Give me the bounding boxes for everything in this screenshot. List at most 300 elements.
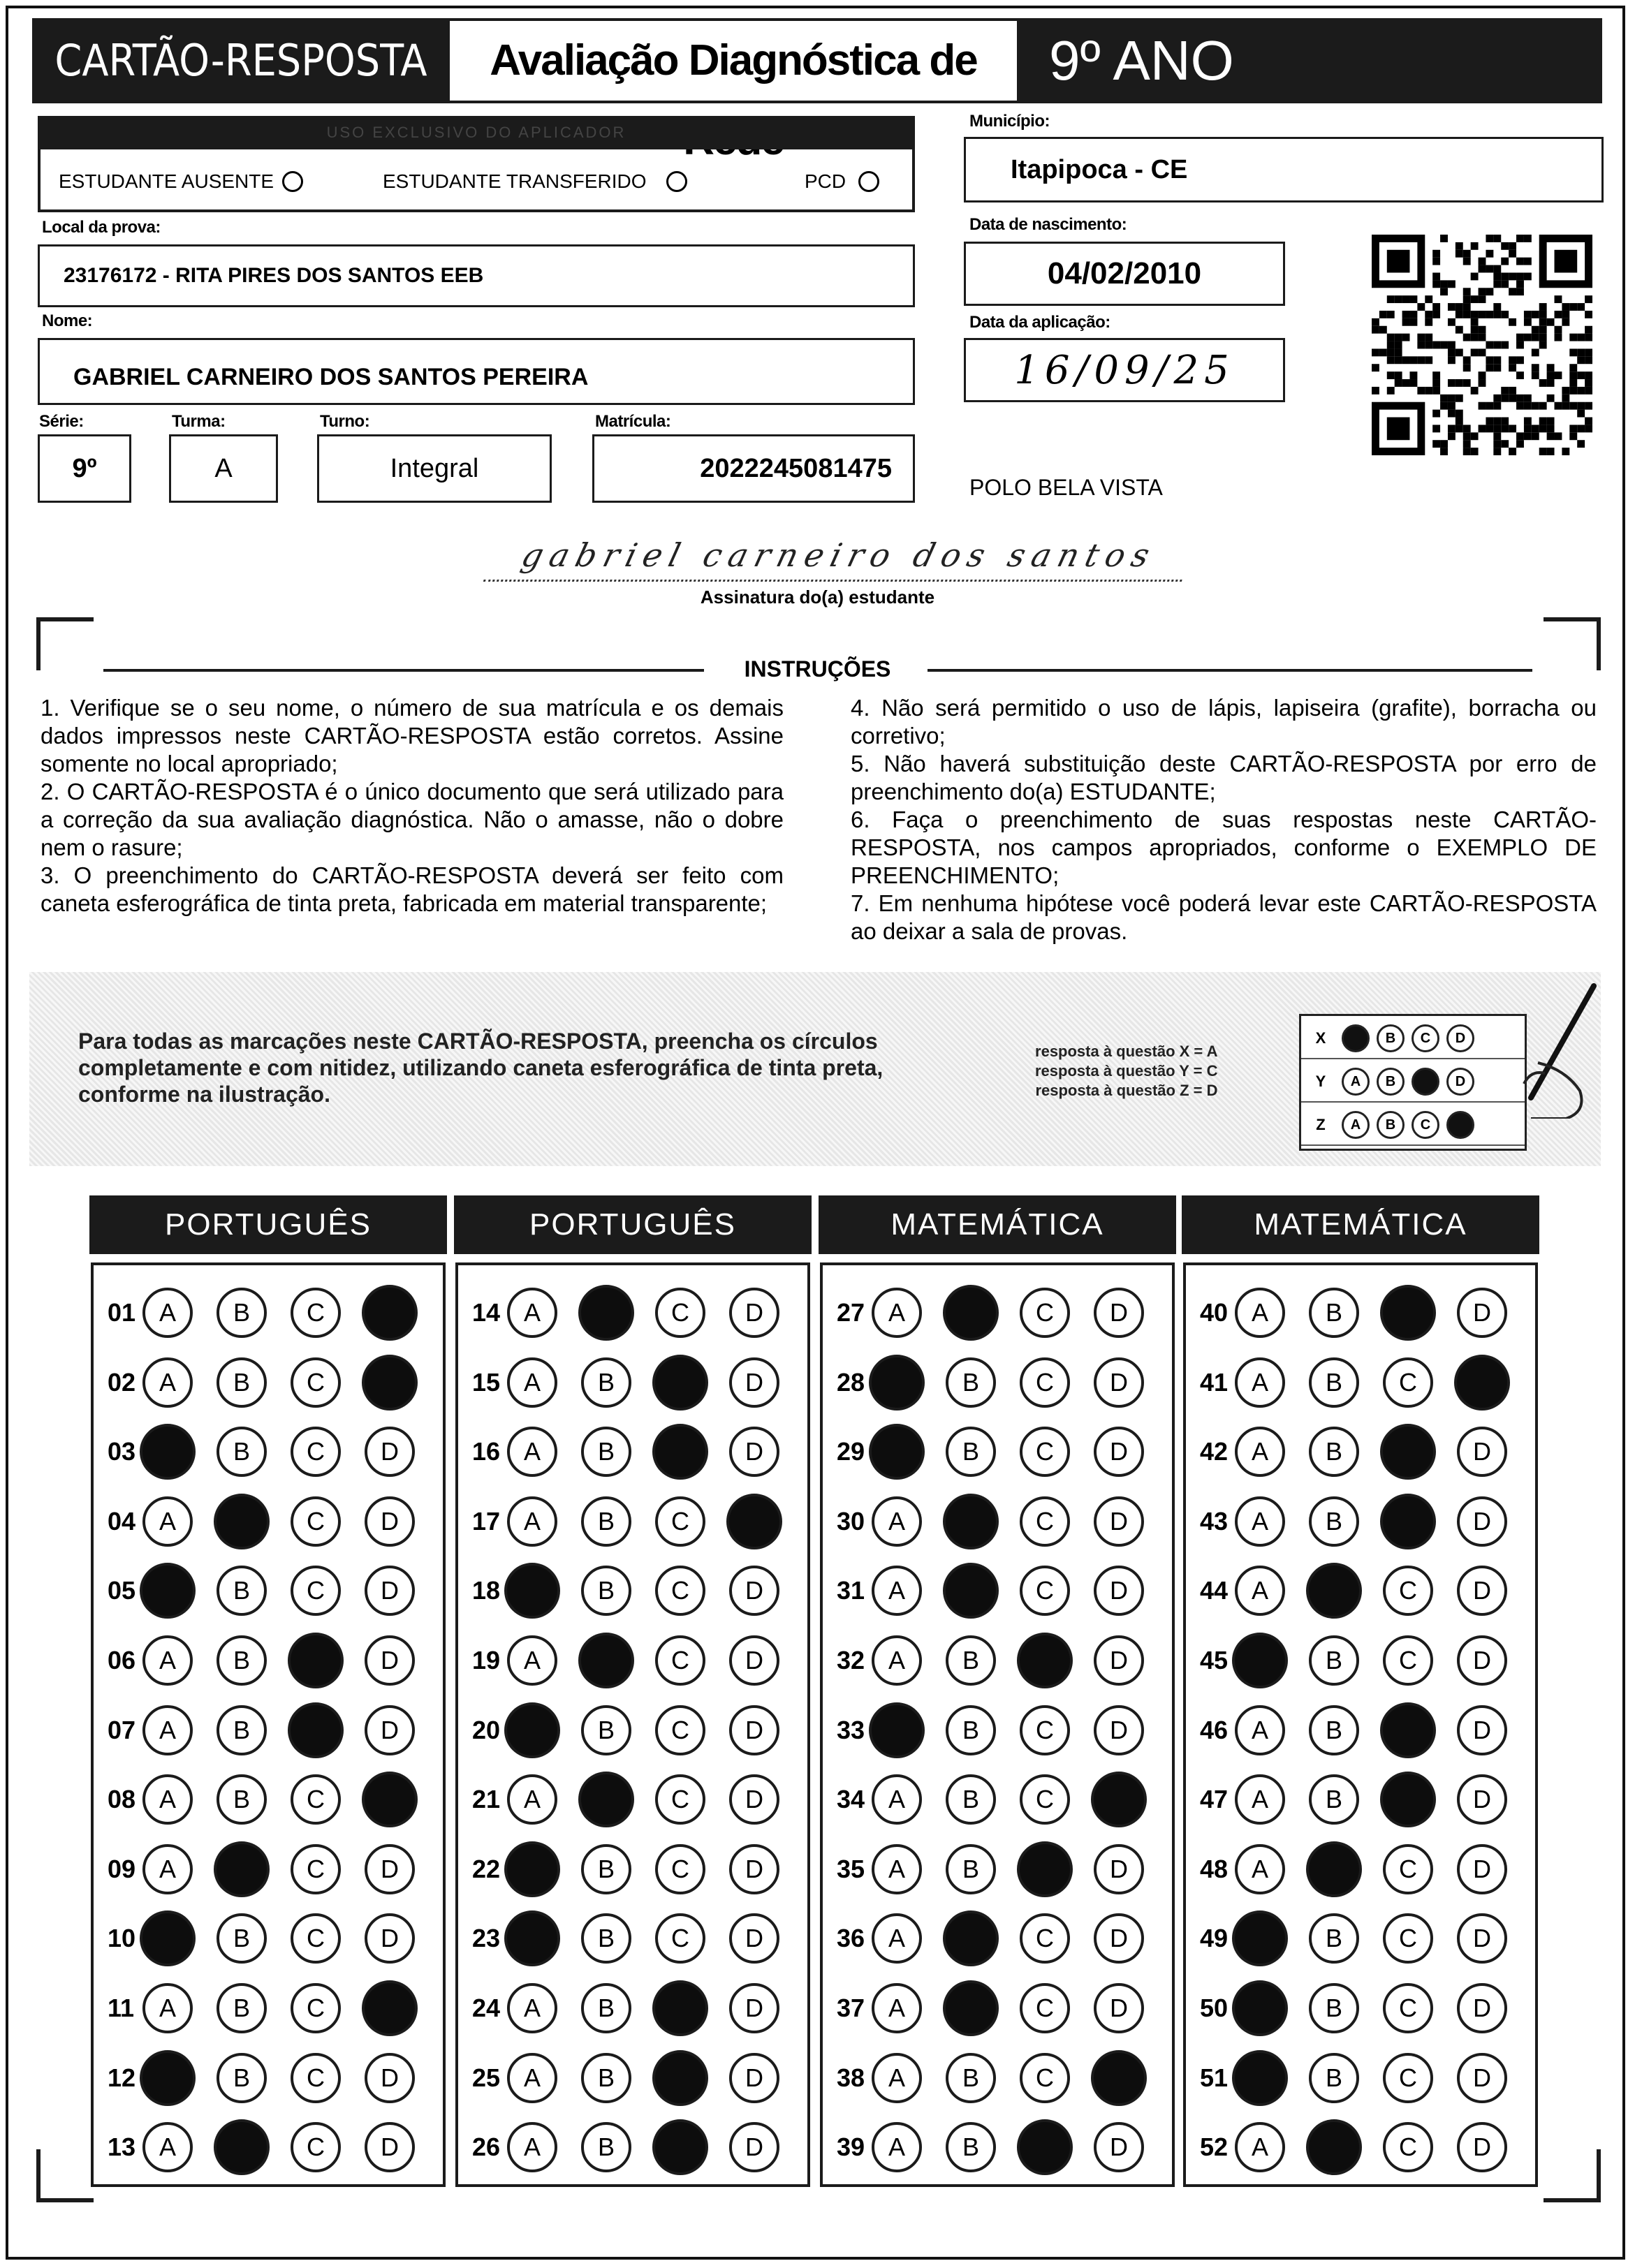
answer-bubble-d[interactable]: D — [365, 1496, 415, 1547]
answer-bubble-c[interactable]: C — [655, 1288, 705, 1338]
answer-bubble-b[interactable] — [214, 1494, 270, 1549]
answer-row — [108, 1910, 439, 1966]
answer-bubble-b[interactable] — [943, 1563, 999, 1619]
answer-row — [837, 1355, 1168, 1411]
serie-field: 9º — [38, 434, 131, 503]
answer-bubble-c[interactable]: C — [291, 1983, 341, 2033]
question-number: 22 — [472, 1854, 501, 1883]
pcd-option[interactable] — [805, 170, 879, 193]
example-bubble: B — [1377, 1068, 1405, 1096]
answer-bubble-a[interactable]: A — [872, 1774, 922, 1825]
answer-bubble-d[interactable]: D — [1457, 1288, 1507, 1338]
answer-bubble-d[interactable]: D — [729, 1288, 779, 1338]
answer-bubble-c[interactable]: C — [291, 1774, 341, 1825]
answer-bubble-d[interactable]: D — [365, 1913, 415, 1964]
answer-bubble-a[interactable]: A — [872, 2122, 922, 2172]
answer-bubble-b[interactable]: B — [217, 1635, 267, 1686]
answer-bubble-d[interactable]: D — [729, 1357, 779, 1408]
answer-bubble-d[interactable]: D — [729, 1427, 779, 1477]
answer-bubble-d[interactable] — [1091, 2050, 1147, 2106]
answer-bubble-d[interactable]: D — [729, 1705, 779, 1755]
question-number: 21 — [472, 1785, 501, 1814]
question-number: 32 — [837, 1646, 865, 1674]
answer-bubble-d[interactable]: D — [1457, 1705, 1507, 1755]
answer-bubble-c[interactable]: C — [1020, 1357, 1070, 1408]
answer-bubble-d[interactable] — [726, 1494, 782, 1549]
answer-bubble-b[interactable]: B — [217, 1288, 267, 1338]
example-bubble: B — [1377, 1111, 1405, 1139]
municipio-label: Município: — [969, 112, 1050, 131]
answer-bubble-b[interactable]: B — [217, 1705, 267, 1755]
answer-bubble-d[interactable]: D — [729, 1913, 779, 1964]
answer-bubble-b[interactable]: B — [217, 2053, 267, 2103]
example-bubble: B — [1377, 1024, 1405, 1052]
answer-row — [108, 1285, 439, 1341]
answer-bubble-b[interactable]: B — [217, 1566, 267, 1616]
answer-row — [472, 1980, 803, 2036]
answer-bubble-b[interactable]: B — [217, 1427, 267, 1477]
answer-bubble-b[interactable]: B — [946, 1357, 996, 1408]
answer-bubble-d[interactable]: D — [729, 1774, 779, 1825]
example-grid — [1299, 1014, 1527, 1151]
answer-bubble-c[interactable]: C — [291, 1844, 341, 1894]
answer-row — [1200, 1702, 1531, 1758]
answer-bubble-d[interactable]: D — [365, 1427, 415, 1477]
answer-bubble-c[interactable]: C — [1383, 1566, 1433, 1616]
answer-bubble-b[interactable]: B — [217, 1357, 267, 1408]
answer-row — [108, 1980, 439, 2036]
answer-bubble-a[interactable]: A — [142, 1357, 193, 1408]
answer-bubble-d[interactable]: D — [1094, 1288, 1144, 1338]
answer-bubble-d[interactable]: D — [1094, 1844, 1144, 1894]
question-number: 24 — [472, 1994, 501, 2022]
local-label: Local da prova: — [42, 218, 161, 237]
answer-bubble-d[interactable]: D — [1457, 1844, 1507, 1894]
answer-bubble-b[interactable]: B — [946, 1774, 996, 1825]
answer-bubble-d[interactable] — [362, 1285, 418, 1341]
answer-bubble-c[interactable] — [1380, 1772, 1436, 1827]
answer-bubble-a[interactable]: A — [142, 1844, 193, 1894]
birthdate-field: 04/02/2010 — [964, 242, 1285, 306]
answer-bubble-a[interactable]: A — [507, 1357, 557, 1408]
answer-bubble-b[interactable]: B — [581, 1844, 631, 1894]
answer-bubble-a[interactable]: A — [1235, 2122, 1285, 2172]
answer-bubble-a[interactable] — [869, 1702, 925, 1758]
answer-bubble-c[interactable]: C — [655, 1844, 705, 1894]
answer-bubble-d[interactable]: D — [1094, 2122, 1144, 2172]
answer-bubble-c[interactable]: C — [1383, 1913, 1433, 1964]
example-bubble: C — [1412, 1024, 1439, 1052]
answer-bubble-a[interactable]: A — [507, 1427, 557, 1477]
answer-bubble-d[interactable]: D — [1457, 2122, 1507, 2172]
name-label: Nome: — [42, 311, 93, 330]
answer-bubble-b[interactable]: B — [946, 2053, 996, 2103]
example-bubble — [1446, 1111, 1474, 1139]
answer-bubble-a[interactable]: A — [872, 1635, 922, 1686]
answer-bubble-a[interactable]: A — [1235, 1357, 1285, 1408]
answer-bubble-c[interactable] — [1380, 1424, 1436, 1480]
answer-row — [837, 1980, 1168, 2036]
answer-bubble-c[interactable] — [1380, 1702, 1436, 1758]
instruction-1: 1. Verifique se o seu nome, o número de sua matrícula e os demais dados impressos neste CARTÃO-RESPOSTA estão corretos. Assine somente no local apropriado; — [41, 695, 784, 776]
answer-bubble-c[interactable]: C — [655, 1635, 705, 1686]
answer-bubble-a[interactable] — [1232, 1910, 1288, 1966]
answer-row — [1200, 1633, 1531, 1688]
answer-bubble-a[interactable] — [504, 1702, 560, 1758]
answer-bubble-b[interactable] — [214, 1841, 270, 1897]
absent-bubble[interactable] — [282, 171, 303, 192]
answer-bubble-a[interactable]: A — [142, 2122, 193, 2172]
answer-bubble-b[interactable]: B — [946, 2122, 996, 2172]
answer-bubble-c[interactable]: C — [291, 1427, 341, 1477]
answer-bubble-b[interactable]: B — [946, 1635, 996, 1686]
municipio-field: Itapipoca - CE — [964, 137, 1604, 202]
answer-bubble-a[interactable]: A — [1235, 1496, 1285, 1547]
answer-bubble-b[interactable] — [943, 1910, 999, 1966]
answer-bubble-b[interactable]: B — [1309, 1913, 1359, 1964]
answer-bubble-a[interactable] — [140, 2050, 196, 2106]
answer-bubble-b[interactable] — [214, 2119, 270, 2175]
answer-bubble-b[interactable]: B — [1309, 1705, 1359, 1755]
matricula-field: 2022245081475 — [592, 434, 915, 503]
question-number: 41 — [1200, 1367, 1229, 1397]
answer-bubble-c[interactable]: C — [291, 1496, 341, 1547]
answer-bubble-d[interactable]: D — [365, 1635, 415, 1686]
question-number: 29 — [837, 1437, 865, 1466]
answer-row — [472, 1563, 803, 1619]
answer-bubble-d[interactable]: D — [1094, 1427, 1144, 1477]
question-number: 42 — [1200, 1437, 1229, 1466]
answer-bubble-a[interactable]: A — [872, 1913, 922, 1964]
answer-bubble-d[interactable]: D — [729, 2053, 779, 2103]
question-number: 23 — [472, 1924, 501, 1953]
local-field: 23176172 - RITA PIRES DOS SANTOS EEB — [38, 244, 915, 307]
answer-bubble-c[interactable]: C — [655, 1496, 705, 1547]
answer-bubble-a[interactable]: A — [507, 1983, 557, 2033]
birthdate-label: Data de nascimento: — [969, 215, 1127, 234]
answer-bubble-c[interactable] — [1017, 1633, 1073, 1688]
answer-bubble-d[interactable]: D — [365, 1844, 415, 1894]
answer-row — [837, 1424, 1168, 1480]
answer-bubble-a[interactable] — [1232, 1980, 1288, 2036]
answer-bubble-a[interactable]: A — [872, 1844, 922, 1894]
answer-bubble-a[interactable] — [869, 1355, 925, 1411]
answer-bubble-d[interactable]: D — [1457, 1635, 1507, 1686]
answer-bubble-b[interactable]: B — [581, 1913, 631, 1964]
answer-bubble-a[interactable]: A — [1235, 1705, 1285, 1755]
answer-bubble-d[interactable]: D — [1094, 1357, 1144, 1408]
answer-bubble-d[interactable]: D — [1094, 1635, 1144, 1686]
answer-bubble-d[interactable]: D — [1457, 1913, 1507, 1964]
example-bubble: C — [1412, 1111, 1439, 1139]
question-number: 26 — [472, 2133, 501, 2162]
instructions-title: INSTRUÇÕES — [744, 656, 891, 682]
answer-bubble-c[interactable]: C — [1383, 1635, 1433, 1686]
answer-bubble-d[interactable]: D — [1457, 1983, 1507, 2033]
application-date-field[interactable]: 16/09/25 — [964, 338, 1285, 402]
answer-bubble-c[interactable] — [652, 2050, 708, 2106]
transferred-option[interactable] — [383, 170, 687, 193]
answer-bubble-a[interactable]: A — [507, 1635, 557, 1686]
answer-bubble-c[interactable] — [652, 1980, 708, 2036]
answer-row — [108, 1563, 439, 1619]
answer-bubble-b[interactable]: B — [946, 1427, 996, 1477]
answer-bubble-b[interactable]: B — [1309, 1635, 1359, 1686]
answer-row — [108, 1355, 439, 1411]
answer-bubble-b[interactable]: B — [581, 1705, 631, 1755]
answer-bubble-d[interactable] — [1091, 1772, 1147, 1827]
answer-row — [108, 1772, 439, 1827]
answer-bubble-d[interactable] — [362, 1355, 418, 1411]
example-text: Para todas as marcações neste CARTÃO-RESPOSTA, preencha os círculos completamente e com nitidez, utilizando caneta esferográfica de tinta preta, conforme na ilustração. — [78, 1029, 884, 1107]
answer-bubble-a[interactable]: A — [507, 1496, 557, 1547]
answer-bubble-a[interactable] — [504, 1841, 560, 1897]
question-number: 13 — [108, 2133, 136, 2162]
answer-bubble-b[interactable]: B — [581, 2122, 631, 2172]
question-number: 04 — [108, 1506, 136, 1536]
answer-bubble-d[interactable]: D — [365, 1705, 415, 1755]
question-number: 33 — [837, 1715, 865, 1744]
answer-bubble-b[interactable]: B — [581, 1357, 631, 1408]
answer-row — [837, 1910, 1168, 1966]
answer-row — [472, 1633, 803, 1688]
answer-bubble-a[interactable] — [869, 1424, 925, 1480]
answer-bubble-c[interactable]: C — [1383, 1844, 1433, 1894]
answer-bubble-d[interactable]: D — [1457, 2053, 1507, 2103]
answer-bubble-b[interactable] — [1306, 2119, 1362, 2175]
answer-bubble-d[interactable]: D — [729, 1635, 779, 1686]
answer-bubble-a[interactable] — [1232, 1633, 1288, 1688]
answer-bubble-c[interactable]: C — [1383, 1357, 1433, 1408]
question-number: 17 — [472, 1506, 501, 1536]
answer-bubble-b[interactable] — [943, 1494, 999, 1549]
answer-row — [108, 1702, 439, 1758]
answer-bubble-c[interactable]: C — [1020, 1288, 1070, 1338]
question-number: 31 — [837, 1576, 865, 1605]
answer-bubble-d[interactable]: D — [729, 1983, 779, 2033]
answer-bubble-a[interactable]: A — [1235, 1566, 1285, 1616]
answer-bubble-a[interactable]: A — [507, 2122, 557, 2172]
answer-row — [1200, 2119, 1531, 2175]
answer-bubble-c[interactable]: C — [291, 1357, 341, 1408]
answer-bubble-b[interactable] — [943, 1980, 999, 2036]
question-number: 28 — [837, 1367, 865, 1397]
pcd-bubble[interactable] — [858, 171, 879, 192]
answer-bubble-b[interactable]: B — [217, 1774, 267, 1825]
answer-bubble-a[interactable]: A — [142, 1635, 193, 1686]
answer-row — [837, 1841, 1168, 1897]
answer-bubble-b[interactable]: B — [217, 1913, 267, 1964]
answer-bubble-c[interactable]: C — [655, 1774, 705, 1825]
answer-bubble-c[interactable] — [288, 1633, 344, 1688]
question-number: 46 — [1200, 1715, 1229, 1744]
answer-bubble-b[interactable]: B — [217, 1983, 267, 2033]
answer-bubble-b[interactable]: B — [1309, 1496, 1359, 1547]
answer-bubble-c[interactable]: C — [291, 1288, 341, 1338]
answer-bubble-d[interactable]: D — [1457, 1427, 1507, 1477]
answer-bubble-b[interactable] — [578, 1285, 634, 1341]
answer-bubble-d[interactable]: D — [365, 1566, 415, 1616]
answer-row — [472, 2050, 803, 2106]
question-number: 16 — [472, 1437, 501, 1466]
answer-bubble-a[interactable]: A — [142, 1288, 193, 1338]
answer-row — [1200, 1772, 1531, 1827]
answer-bubble-b[interactable]: B — [581, 1496, 631, 1547]
answer-bubble-a[interactable]: A — [142, 1705, 193, 1755]
question-number: 11 — [108, 1994, 135, 2022]
answer-row — [472, 1424, 803, 1480]
answer-bubble-b[interactable]: B — [581, 2053, 631, 2103]
answer-bubble-c[interactable]: C — [1020, 2053, 1070, 2103]
answer-bubble-c[interactable]: C — [291, 1913, 341, 1964]
answer-bubble-c[interactable] — [1017, 2119, 1073, 2175]
answer-bubble-a[interactable]: A — [1235, 1427, 1285, 1477]
answer-bubble-a[interactable]: A — [872, 2053, 922, 2103]
question-number: 12 — [108, 2063, 136, 2092]
absent-option[interactable] — [59, 170, 303, 193]
answer-bubble-c[interactable]: C — [1020, 1705, 1070, 1755]
answer-bubble-c[interactable]: C — [291, 2053, 341, 2103]
answer-bubble-d[interactable]: D — [729, 2122, 779, 2172]
answer-bubble-a[interactable] — [504, 1910, 560, 1966]
answer-bubble-b[interactable] — [578, 1772, 634, 1827]
answer-bubble-d[interactable]: D — [729, 1566, 779, 1616]
answer-bubble-a[interactable] — [140, 1424, 196, 1480]
answer-bubble-c[interactable] — [1380, 1494, 1436, 1549]
question-number: 39 — [837, 2133, 865, 2162]
answer-bubble-c[interactable]: C — [655, 1566, 705, 1616]
student-signature[interactable]: gabriel carneiro dos santos — [483, 536, 1193, 582]
answer-bubble-a[interactable]: A — [872, 1983, 922, 2033]
answer-bubble-c[interactable]: C — [291, 2122, 341, 2172]
example-row — [1301, 1062, 1525, 1103]
answer-bubble-c[interactable]: C — [1020, 1983, 1070, 2033]
answer-bubble-c[interactable]: C — [291, 1566, 341, 1616]
answer-bubble-a[interactable]: A — [872, 1496, 922, 1547]
answer-bubble-c[interactable]: C — [1020, 1427, 1070, 1477]
answer-bubble-a[interactable]: A — [142, 1774, 193, 1825]
answer-bubble-b[interactable]: B — [1309, 1983, 1359, 2033]
answer-bubble-d[interactable]: D — [1094, 1496, 1144, 1547]
answer-bubble-b[interactable]: B — [946, 1844, 996, 1894]
answer-bubble-d[interactable]: D — [1094, 1705, 1144, 1755]
answer-bubble-d[interactable] — [362, 1772, 418, 1827]
answer-bubble-c[interactable]: C — [1383, 1983, 1433, 2033]
header-grade: 9º ANO — [1017, 18, 1602, 103]
answer-bubble-b[interactable]: B — [581, 1427, 631, 1477]
answer-bubble-a[interactable] — [140, 1563, 196, 1619]
answer-bubble-d[interactable] — [1454, 1355, 1510, 1411]
answer-row — [1200, 1424, 1531, 1480]
answer-bubble-d[interactable]: D — [1094, 1913, 1144, 1964]
question-number: 02 — [108, 1367, 136, 1397]
answer-bubble-b[interactable]: B — [1309, 1357, 1359, 1408]
answer-bubble-b[interactable]: B — [946, 1705, 996, 1755]
example-legend — [1035, 1042, 1217, 1100]
answer-bubble-a[interactable]: A — [507, 1774, 557, 1825]
answer-bubble-a[interactable]: A — [1235, 1774, 1285, 1825]
example-bubble: D — [1446, 1024, 1474, 1052]
answer-bubble-c[interactable] — [1380, 1285, 1436, 1341]
answer-bubble-b[interactable] — [1306, 1841, 1362, 1897]
answer-bubble-c[interactable]: C — [1020, 1496, 1070, 1547]
answer-row — [1200, 1910, 1531, 1966]
question-number: 25 — [472, 2063, 501, 2092]
answer-bubble-a[interactable]: A — [507, 1288, 557, 1338]
answer-bubble-c[interactable]: C — [1020, 1913, 1070, 1964]
answer-row — [1200, 1494, 1531, 1549]
answer-bubble-d[interactable]: D — [1457, 1774, 1507, 1825]
answer-bubble-c[interactable] — [652, 1424, 708, 1480]
answer-bubble-a[interactable]: A — [507, 2053, 557, 2103]
example-legend-z: resposta à questão Z = D — [1035, 1082, 1218, 1099]
question-number: 20 — [472, 1715, 501, 1744]
answer-bubble-b[interactable]: B — [1309, 1427, 1359, 1477]
name-field: GABRIEL CARNEIRO DOS SANTOS PEREIRA — [38, 338, 915, 405]
answer-bubble-c[interactable] — [652, 2119, 708, 2175]
answer-bubble-a[interactable]: A — [872, 1566, 922, 1616]
instruction-2: 2. O CARTÃO-RESPOSTA é o único documento que será utilizado para a correção da sua avaliação diagnóstica. Não o amasse, não o dobre nem o rasure; — [41, 779, 784, 860]
answer-bubble-d[interactable]: D — [1457, 1566, 1507, 1616]
question-number: 15 — [472, 1367, 501, 1397]
answer-bubble-a[interactable] — [1232, 2050, 1288, 2106]
transferred-bubble[interactable] — [666, 171, 687, 192]
answer-bubble-a[interactable]: A — [1235, 1288, 1285, 1338]
example-bubble: A — [1342, 1068, 1370, 1096]
answer-bubble-d[interactable]: D — [1457, 1496, 1507, 1547]
question-number: 34 — [837, 1785, 865, 1814]
question-number: 38 — [837, 2063, 865, 2092]
answer-bubble-c[interactable]: C — [1383, 2122, 1433, 2172]
answer-bubble-c[interactable] — [1017, 1841, 1073, 1897]
answer-bubble-d[interactable]: D — [729, 1844, 779, 1894]
answer-bubble-b[interactable] — [578, 1633, 634, 1688]
answer-bubble-c[interactable] — [652, 1355, 708, 1411]
question-number: 36 — [837, 1924, 865, 1953]
answer-row — [108, 1494, 439, 1549]
transferred-label: ESTUDANTE TRANSFERIDO — [383, 170, 647, 192]
answer-bubble-b[interactable]: B — [1309, 2053, 1359, 2103]
answer-bubble-b[interactable] — [1306, 1563, 1362, 1619]
answer-bubble-b[interactable] — [943, 1285, 999, 1341]
answer-bubble-b[interactable]: B — [1309, 1774, 1359, 1825]
answer-bubble-d[interactable] — [362, 1980, 418, 2036]
answer-bubble-b[interactable]: B — [581, 1983, 631, 2033]
answer-bubble-c[interactable]: C — [655, 1913, 705, 1964]
answer-bubble-a[interactable]: A — [872, 1288, 922, 1338]
answer-bubble-a[interactable]: A — [142, 1496, 193, 1547]
answer-bubble-d[interactable]: D — [365, 2053, 415, 2103]
answer-bubble-a[interactable]: A — [142, 1983, 193, 2033]
answer-bubble-a[interactable] — [140, 1910, 196, 1966]
answer-bubble-c[interactable]: C — [655, 1705, 705, 1755]
answer-bubble-d[interactable]: D — [365, 2122, 415, 2172]
answer-row — [472, 1841, 803, 1897]
answer-row — [1200, 1355, 1531, 1411]
answer-bubble-c[interactable]: C — [1020, 1566, 1070, 1616]
answer-bubble-a[interactable]: A — [1235, 1844, 1285, 1894]
answer-bubble-c[interactable]: C — [1020, 1774, 1070, 1825]
answer-bubble-d[interactable]: D — [1094, 1566, 1144, 1616]
answer-bubble-b[interactable]: B — [1309, 1288, 1359, 1338]
answer-bubble-c[interactable]: C — [1383, 2053, 1433, 2103]
answer-row — [837, 1285, 1168, 1341]
answer-bubble-a[interactable] — [504, 1563, 560, 1619]
answer-bubble-d[interactable]: D — [1094, 1983, 1144, 2033]
pen-hand-icon — [1496, 979, 1601, 1119]
answer-bubble-c[interactable] — [288, 1702, 344, 1758]
answer-bubble-b[interactable]: B — [581, 1566, 631, 1616]
